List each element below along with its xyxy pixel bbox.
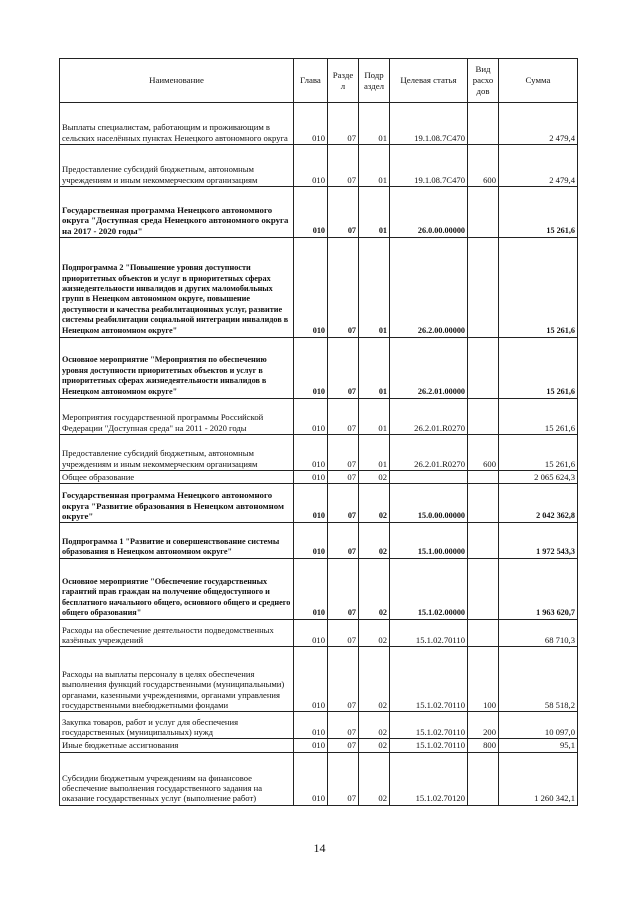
cell-type [468, 620, 499, 647]
cell-subsection: 02 [359, 559, 390, 620]
cell-name: Мероприятия государственной программы Российской Федерации "Доступная среда" на 2011 - 2020 годы [60, 399, 294, 435]
cell-chapter: 010 [294, 739, 328, 752]
cell-section: 07 [328, 187, 359, 238]
cell-chapter: 010 [294, 145, 328, 187]
cell-chapter: 010 [294, 238, 328, 338]
cell-name: Расходы на обеспечение деятельности подведомственных казённых учреждений [60, 620, 294, 647]
cell-type [468, 523, 499, 559]
cell-target: 15.1.00.00000 [390, 523, 468, 559]
cell-type: 200 [468, 712, 499, 739]
cell-subsection: 01 [359, 238, 390, 338]
cell-target: 15.1.02.70110 [390, 620, 468, 647]
cell-type [468, 471, 499, 484]
cell-sum: 95,1 [499, 739, 578, 752]
table-row [60, 399, 578, 435]
cell-chapter: 010 [294, 103, 328, 145]
cell-name: Расходы на выплаты персоналу в целях обеспечения выполнения функций государственными (муниципальными) органами, казенными учреждениями, органами управления государственными внебюджетными фондами [60, 647, 294, 712]
budget-table [59, 58, 578, 806]
header-subsection: Подр аздел [359, 59, 390, 103]
table-row [60, 187, 578, 238]
table-row [60, 435, 578, 471]
cell-chapter: 010 [294, 712, 328, 739]
header-section: Разде л [328, 59, 359, 103]
cell-chapter: 010 [294, 338, 328, 399]
cell-target: 26.2.01.00000 [390, 338, 468, 399]
cell-type [468, 484, 499, 523]
cell-chapter: 010 [294, 647, 328, 712]
cell-subsection: 02 [359, 712, 390, 739]
cell-section: 07 [328, 647, 359, 712]
header-chapter: Глава [294, 59, 328, 103]
cell-sum: 2 479,4 [499, 145, 578, 187]
cell-section: 07 [328, 739, 359, 752]
cell-section: 07 [328, 523, 359, 559]
cell-name: Государственная программа Ненецкого автономного округа "Развитие образования в Ненецком автономном округе" [60, 484, 294, 523]
cell-target [390, 471, 468, 484]
cell-sum: 1 972 543,3 [499, 523, 578, 559]
cell-sum: 15 261,6 [499, 187, 578, 238]
cell-subsection: 02 [359, 620, 390, 647]
cell-target: 15.1.02.70120 [390, 752, 468, 805]
table-row [60, 712, 578, 739]
table-row [60, 523, 578, 559]
cell-type: 600 [468, 435, 499, 471]
cell-sum: 2 479,4 [499, 103, 578, 145]
cell-type: 600 [468, 145, 499, 187]
header-target: Целевая статья [390, 59, 468, 103]
table-row [60, 238, 578, 338]
cell-subsection: 01 [359, 187, 390, 238]
cell-section: 07 [328, 399, 359, 435]
cell-section: 07 [328, 712, 359, 739]
cell-chapter: 010 [294, 484, 328, 523]
table-row [60, 739, 578, 752]
cell-target: 26.0.00.00000 [390, 187, 468, 238]
cell-type [468, 752, 499, 805]
cell-type: 800 [468, 739, 499, 752]
cell-subsection: 01 [359, 338, 390, 399]
cell-name: Основное мероприятие "Мероприятия по обеспечению уровня доступности приоритетных объектов и услуг в приоритетных сферах жизнедеятельности инвалидов в Ненецком автономном округе" [60, 338, 294, 399]
table-row [60, 103, 578, 145]
cell-name: Подпрограмма 2 "Повышение уровня доступности приоритетных объектов и услуг в приоритетных сферах жизнедеятельности инвалидов и других маломобильных групп в Ненецком автономном округе, повышение доступности и качества реабилитационных услуг, развитие системы реабилитации социальной интеграции инвалидов в Ненецком автономном округе" [60, 238, 294, 338]
cell-sum: 1 963 620,7 [499, 559, 578, 620]
cell-name: Закупка товаров, работ и услуг для обеспечения государственных (муниципальных) нужд [60, 712, 294, 739]
cell-chapter: 010 [294, 435, 328, 471]
cell-sum: 1 260 342,1 [499, 752, 578, 805]
cell-target: 15.1.02.70110 [390, 739, 468, 752]
cell-subsection: 01 [359, 399, 390, 435]
cell-section: 07 [328, 471, 359, 484]
cell-chapter: 010 [294, 399, 328, 435]
cell-chapter: 010 [294, 752, 328, 805]
cell-type [468, 103, 499, 145]
cell-target: 26.2.01.R0270 [390, 399, 468, 435]
cell-type: 100 [468, 647, 499, 712]
cell-subsection: 02 [359, 484, 390, 523]
cell-sum: 15 261,6 [499, 338, 578, 399]
cell-sum: 58 518,2 [499, 647, 578, 712]
cell-sum: 15 261,6 [499, 238, 578, 338]
cell-chapter: 010 [294, 523, 328, 559]
cell-name: Государственная программа Ненецкого автономного округа "Доступная среда Ненецкого автономного округа на 2017 - 2020 годы" [60, 187, 294, 238]
cell-subsection: 02 [359, 647, 390, 712]
cell-section: 07 [328, 559, 359, 620]
cell-subsection: 02 [359, 752, 390, 805]
header-name: Наименование [60, 59, 294, 103]
cell-name: Иные бюджетные ассигнования [60, 739, 294, 752]
page-number: 14 [313, 841, 326, 855]
cell-sum: 2 065 624,3 [499, 471, 578, 484]
cell-name: Предоставление субсидий бюджетным, автономным учреждениям и иным некоммерческим организациям [60, 145, 294, 187]
table-row [60, 145, 578, 187]
cell-type [468, 399, 499, 435]
cell-section: 07 [328, 620, 359, 647]
cell-subsection: 01 [359, 435, 390, 471]
cell-type [468, 559, 499, 620]
cell-name: Общее образование [60, 471, 294, 484]
cell-name: Основное мероприятие "Обеспечение государственных гарантий прав граждан на получение общедоступного и бесплатного начального общего, основного общего и среднего общего образования" [60, 559, 294, 620]
cell-section: 07 [328, 435, 359, 471]
cell-target: 26.2.00.00000 [390, 238, 468, 338]
cell-sum: 15 261,6 [499, 399, 578, 435]
cell-target: 26.2.01.R0270 [390, 435, 468, 471]
cell-sum: 10 097,0 [499, 712, 578, 739]
cell-target: 15.1.02.00000 [390, 559, 468, 620]
table-row [60, 471, 578, 484]
cell-target: 19.1.08.7С470 [390, 103, 468, 145]
cell-name: Подпрограмма 1 "Развитие и совершенствование системы образования в Ненецком автономном округе" [60, 523, 294, 559]
cell-sum: 15 261,6 [499, 435, 578, 471]
cell-section: 07 [328, 145, 359, 187]
cell-section: 07 [328, 238, 359, 338]
cell-subsection: 02 [359, 471, 390, 484]
cell-subsection: 02 [359, 523, 390, 559]
cell-section: 07 [328, 484, 359, 523]
table-row [60, 338, 578, 399]
cell-subsection: 01 [359, 103, 390, 145]
cell-subsection: 01 [359, 145, 390, 187]
cell-type [468, 238, 499, 338]
table-row [60, 647, 578, 712]
table-row [60, 484, 578, 523]
cell-sum: 2 042 362,8 [499, 484, 578, 523]
cell-target: 15.1.02.70110 [390, 712, 468, 739]
cell-chapter: 010 [294, 471, 328, 484]
table-row [60, 752, 578, 805]
cell-target: 15.1.02.70110 [390, 647, 468, 712]
header-row [60, 59, 578, 103]
cell-type [468, 187, 499, 238]
table-row [60, 620, 578, 647]
cell-subsection: 02 [359, 739, 390, 752]
cell-target: 15.0.00.00000 [390, 484, 468, 523]
cell-name: Выплаты специалистам, работающим и проживающим в сельских населённых пунктах Ненецкого автономного округа [60, 103, 294, 145]
cell-sum: 68 710,3 [499, 620, 578, 647]
cell-section: 07 [328, 103, 359, 145]
cell-name: Предоставление субсидий бюджетным, автономным учреждениям и иным некоммерческим организациям [60, 435, 294, 471]
table-row [60, 559, 578, 620]
header-type: Вид расхо дов [468, 59, 499, 103]
cell-type [468, 338, 499, 399]
cell-section: 07 [328, 338, 359, 399]
cell-chapter: 010 [294, 559, 328, 620]
header-sum: Сумма [499, 59, 578, 103]
cell-name: Субсидии бюджетным учреждениям на финансовое обеспечение выполнения государственного задания на оказание государственных услуг (выполнение работ) [60, 752, 294, 805]
cell-chapter: 010 [294, 620, 328, 647]
cell-chapter: 010 [294, 187, 328, 238]
cell-section: 07 [328, 752, 359, 805]
cell-target: 19.1.08.7С470 [390, 145, 468, 187]
